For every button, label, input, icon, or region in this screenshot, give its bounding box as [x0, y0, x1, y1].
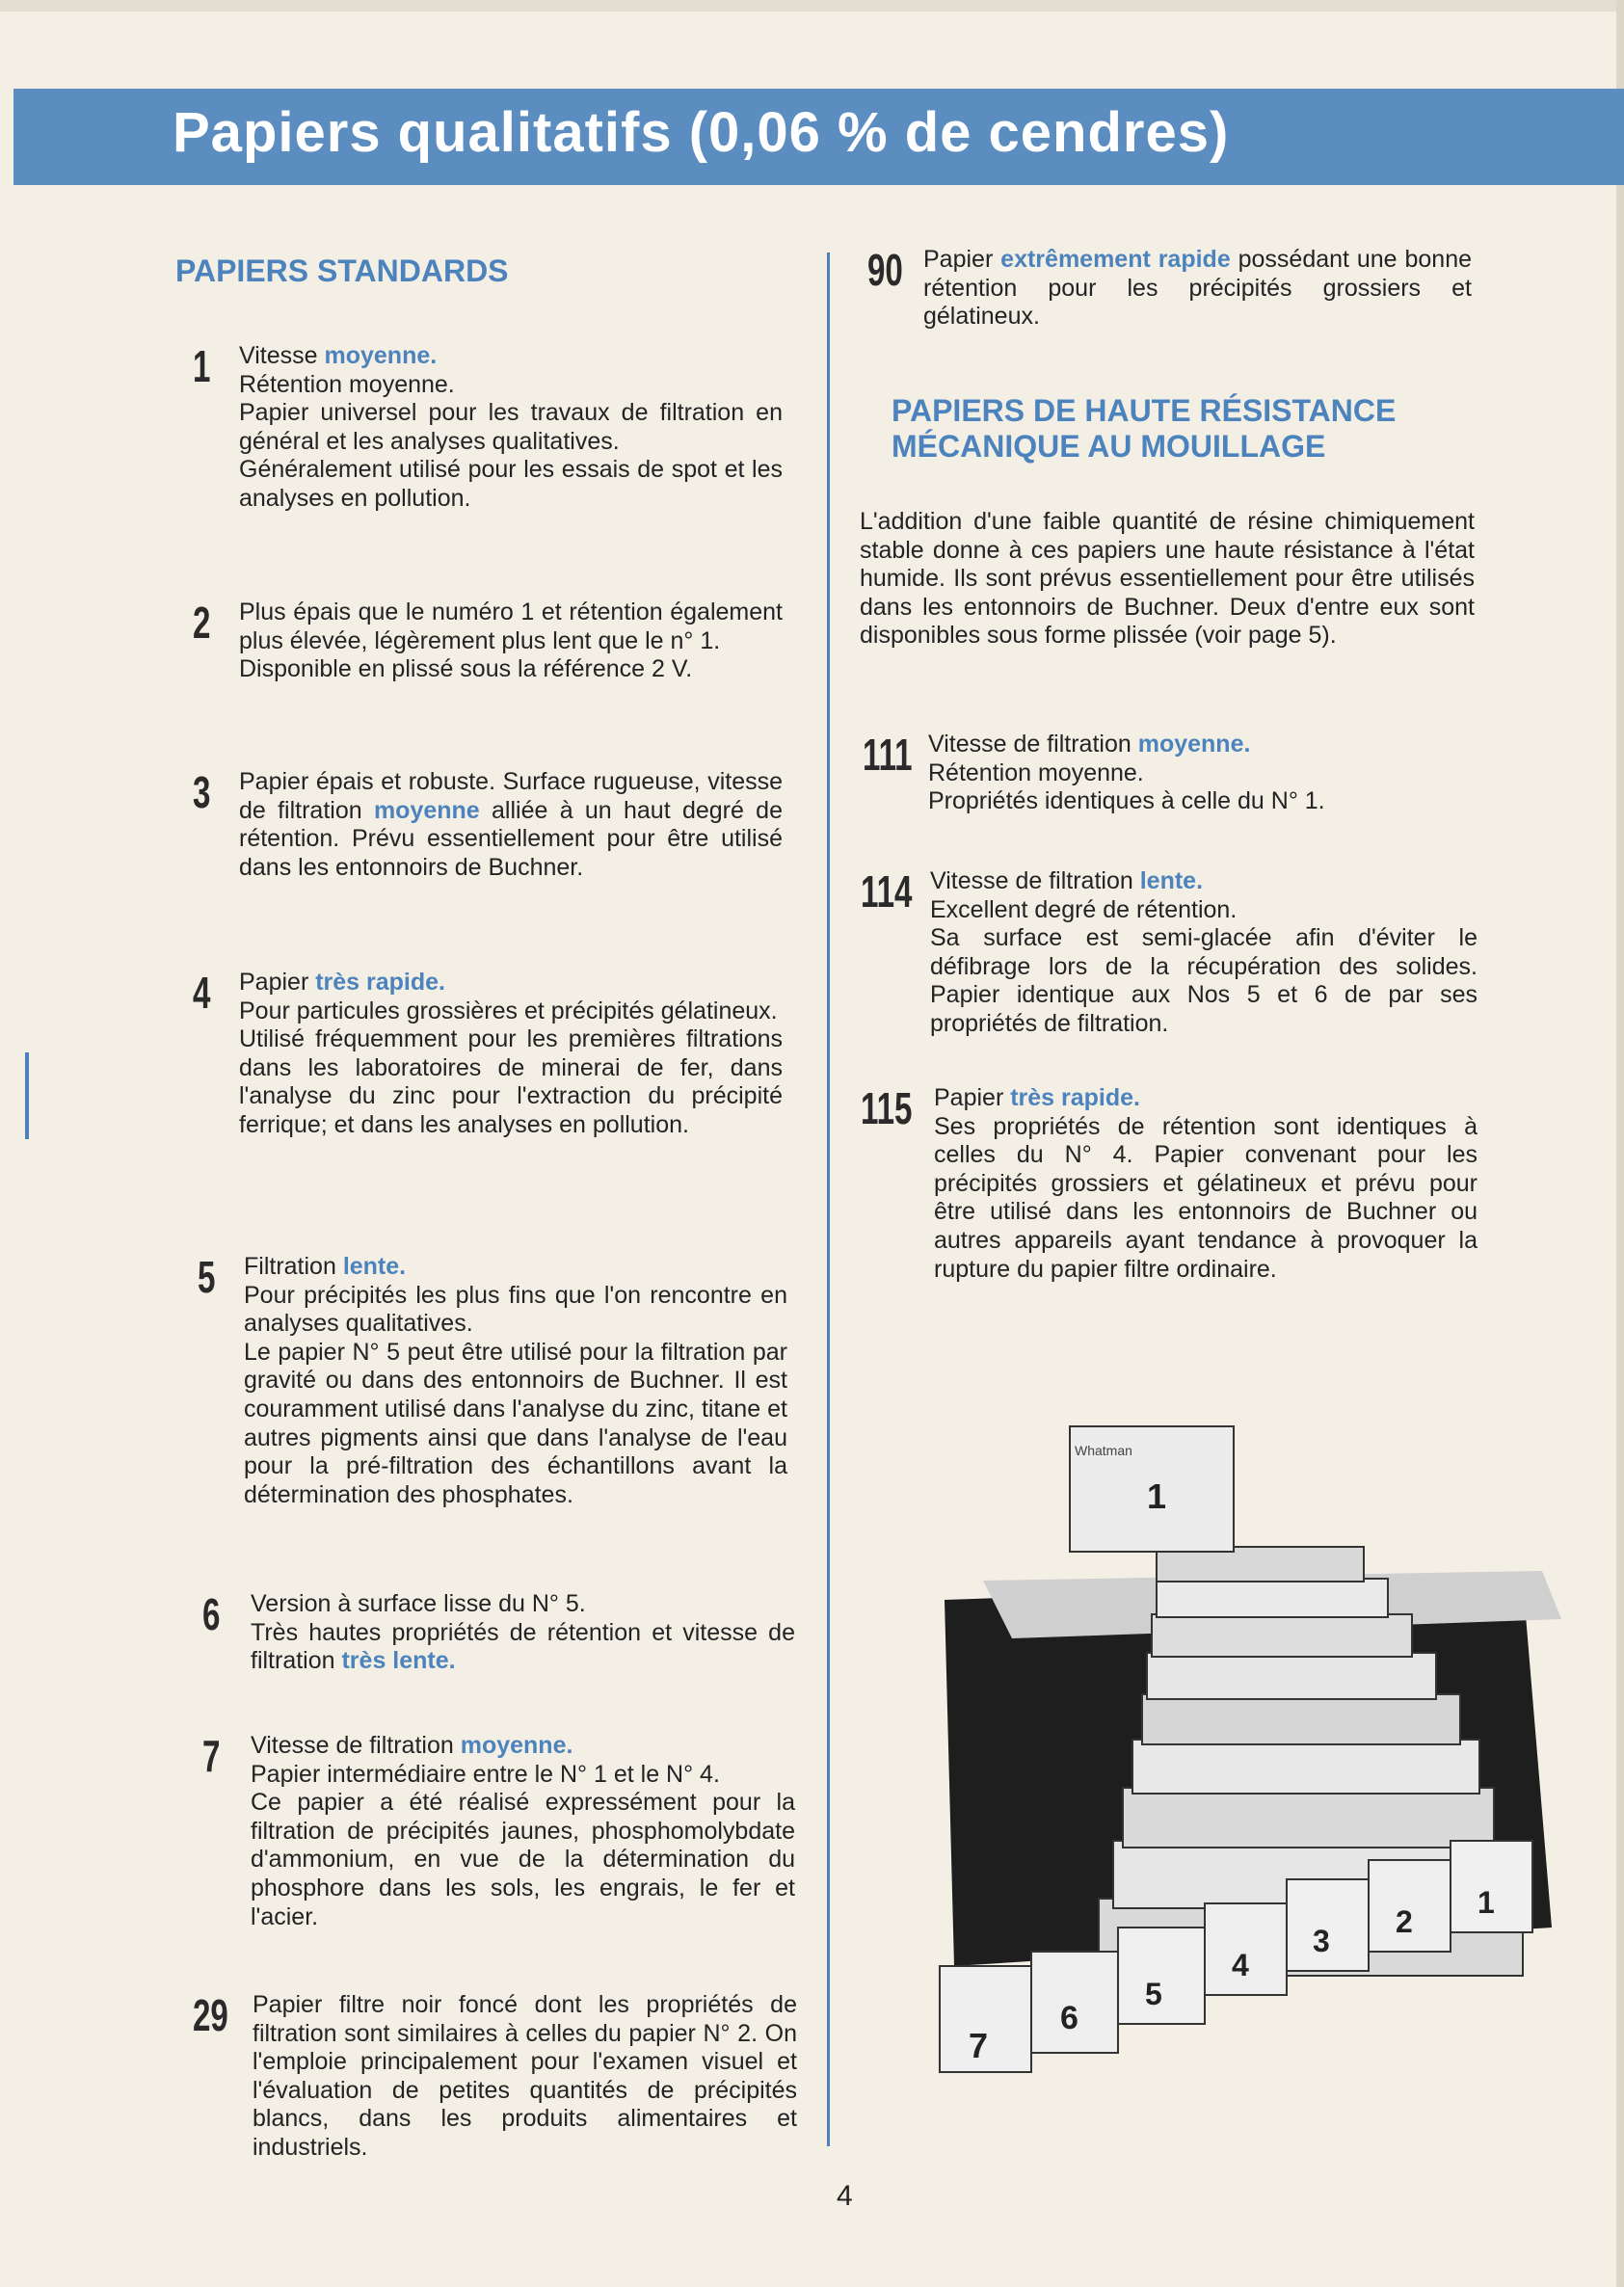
left-section-heading: PAPIERS STANDARDS — [175, 253, 509, 288]
text-run: Vitesse — [239, 342, 325, 369]
right-section-heading: PAPIERS DE HAUTE RÉSISTANCE MÉCANIQUE AU MOUILLAGE — [892, 393, 1397, 464]
box-label: 4 — [1232, 1948, 1249, 1982]
box-label: 3 — [1313, 1924, 1330, 1958]
text-run: Excellent degré de rétention. — [930, 895, 1238, 923]
entry-line — [253, 1991, 797, 2163]
text-run: Papier universel pour les travaux de filtration en général et les analyses qualitatives. — [239, 399, 783, 455]
text-run: Vitesse de filtration — [930, 867, 1140, 894]
entry-body — [239, 598, 783, 684]
entry-line — [251, 1789, 795, 1931]
text-run: Très hautes propriétés de rétention et vitesse de filtration — [251, 1618, 795, 1675]
box-label: 1 — [1478, 1885, 1495, 1920]
entry-line — [239, 997, 783, 1026]
entry-line — [251, 1590, 795, 1619]
text-run: Papier filtre noir foncé dont les propriétés de filtration sont similaires à celles du papier N° 2. On l'emploie principalement pour l'examen visuel et l'évaluation de petites quantités de précipités blancs, dans les produits alimentaires et industriels. — [253, 1991, 797, 2161]
entry-line — [934, 1113, 1478, 1285]
entry-line — [251, 1761, 795, 1790]
entry-number: 5 — [198, 1252, 216, 1302]
entry-number: 7 — [202, 1731, 221, 1781]
highlight-term: lente. — [342, 1253, 407, 1280]
entry-line — [928, 731, 1460, 759]
entry-body — [239, 342, 783, 514]
highlight-term: très rapide. — [1010, 1084, 1140, 1111]
entry-line — [928, 759, 1460, 788]
text-run: Ses propriétés de rétention sont identiques à celles du N° 4. Papier convenant pour les précipités grossiers et gélatineux et prévu pour être utilisé dans les entonnoirs de Buchner ou autres appareils ayant tendance à provoquer la rupture du papier filtre ordinaire. — [934, 1112, 1478, 1283]
entry-number: 2 — [193, 598, 211, 648]
entry-line — [239, 371, 783, 400]
entry-line — [239, 399, 783, 456]
entry-body — [923, 246, 1472, 332]
text-run: Papier épais et robuste. Surface rugueuse, vitesse de filtration — [239, 768, 783, 824]
entry-number: 115 — [861, 1083, 913, 1133]
margin-mark — [25, 1052, 29, 1139]
entry-number: 114 — [861, 866, 913, 917]
text-run: Papier — [923, 246, 1001, 273]
entry-line — [239, 768, 783, 882]
highlight-term: moyenne. — [324, 342, 438, 369]
text-run: Papier — [239, 969, 316, 996]
page-title: Papiers qualitatifs (0,06 % de cendres) — [173, 101, 1230, 164]
text-run: Ce papier a été réalisé expressément pour la filtration de précipités jaunes, phosphomolybdate d'ammonium, en vue de la détermination du phosphore dans les sols, les engrais, le fer et l'acier. — [251, 1789, 795, 1930]
text-run: Vitesse de filtration — [251, 1732, 461, 1759]
highlight-term: très lente. — [341, 1647, 456, 1675]
entry-body — [934, 1084, 1478, 1284]
entry-body — [930, 867, 1478, 1039]
text-run: Version à surface lisse du N° 5. — [251, 1590, 586, 1617]
text-run: Filtration — [244, 1253, 343, 1280]
entry-body — [928, 731, 1460, 816]
entry-number: 3 — [193, 767, 211, 817]
entry-body — [239, 969, 783, 1140]
text-run: Utilisé fréquemment pour les premières filtrations dans les laboratoires de minerai de fer, dans l'analyse du zinc pour l'extraction du précipité ferrique; et dans les analyses en pollution. — [239, 1025, 783, 1138]
entry-line — [239, 598, 783, 655]
entry-line — [244, 1282, 787, 1339]
intro-paragraph: L'addition d'une faible quantité de résine chimiquement stable donne à ces papiers une haute résistance à l'état humide. Ils sont prévus essentiellement pour être utilisés dans les entonnoirs de Buchner. Deux d'entre eux sont disponibles sous forme plissée (voir page 5). — [860, 508, 1475, 650]
entry-line — [244, 1253, 787, 1282]
column-divider — [827, 253, 830, 2146]
text-run: Sa surface est semi-glacée afin d'éviter le défibrage lors de la récupération des solides. Papier identique aux Nos 5 et 6 de par ses propriétés de filtration. — [930, 924, 1478, 1037]
entry-number: 1 — [193, 341, 211, 391]
entry-number: 6 — [202, 1589, 221, 1639]
text-run: Rétention moyenne. — [928, 758, 1144, 786]
highlight-term: extrêmement rapide — [1000, 246, 1231, 273]
highlight-term: moyenne — [373, 796, 480, 824]
text-run: Papier — [934, 1084, 1011, 1111]
entry-line — [923, 246, 1472, 332]
text-run: Papier intermédiaire entre le N° 1 et le N° 4. — [251, 1760, 720, 1788]
entry-body — [251, 1590, 795, 1676]
page-number: 4 — [837, 2180, 853, 2212]
title-banner — [13, 89, 1624, 185]
entry-line — [239, 1025, 783, 1139]
text-run: possédant une bonne rétention pour les précipités grossiers et gélatineux. — [923, 246, 1472, 331]
entry-line — [928, 787, 1460, 816]
scan-right-edge — [1616, 0, 1624, 2287]
box-label: 6 — [1060, 2000, 1078, 2036]
entry-body — [251, 1732, 795, 1931]
product-photo — [925, 1388, 1600, 2111]
entry-line — [239, 655, 783, 684]
entry-body — [253, 1991, 797, 2163]
entry-number: 4 — [193, 968, 211, 1018]
entry-line — [244, 1339, 787, 1510]
box-label: 5 — [1145, 1977, 1162, 2011]
brand-label: Whatman — [1075, 1443, 1132, 1458]
box-label: 7 — [969, 2026, 989, 2065]
entry-body — [239, 768, 783, 882]
entry-line — [930, 867, 1478, 896]
highlight-term: très rapide. — [315, 969, 445, 996]
box-label: 1 — [1147, 1476, 1167, 1516]
box-label: 2 — [1396, 1904, 1413, 1939]
entry-line — [239, 456, 783, 513]
entry-line — [930, 924, 1478, 1038]
text-run: Pour précipités les plus fins que l'on rencontre en analyses qualitatives. — [244, 1281, 787, 1338]
entry-number: 29 — [193, 1990, 228, 2040]
entry-line — [251, 1732, 795, 1761]
entry-line — [251, 1619, 795, 1676]
scan-top-edge — [0, 0, 1624, 12]
text-run: Plus épais que le numéro 1 et rétention également plus élevée, légèrement plus lent que le n° 1. — [239, 598, 783, 654]
entry-number: 111 — [863, 730, 913, 780]
text-run: Disponible en plissé sous la référence 2 V. — [239, 655, 693, 683]
text-run: Propriétés identiques à celle du N° 1. — [928, 787, 1325, 815]
text-run: Le papier N° 5 peut être utilisé pour la filtration par gravité ou dans des entonnoirs de Buchner. Il est couramment utilisé dans l'analyse du zinc, titane et autres pigments ainsi que dans l'analyse de l'eau pour la pré-filtration des échantillons avant la détermination des phosphates. — [244, 1338, 787, 1508]
text-run: Pour particules grossières et précipités gélatineux. — [239, 997, 778, 1024]
entry-line — [239, 342, 783, 371]
highlight-term: moyenne. — [1137, 731, 1251, 758]
highlight-term: moyenne. — [460, 1732, 573, 1759]
text-run: Vitesse de filtration — [928, 731, 1138, 758]
text-run: alliée à un haut degré de rétention. Prévu essentiellement pour être utilisé dans les entonnoirs de Buchner. — [239, 796, 783, 881]
entry-line — [934, 1084, 1478, 1113]
entry-number: 90 — [867, 245, 903, 295]
entry-line — [930, 896, 1478, 925]
text-run: Généralement utilisé pour les essais de spot et les analyses en pollution. — [239, 456, 783, 512]
entry-body — [244, 1253, 787, 1509]
highlight-term: lente. — [1139, 867, 1204, 894]
text-run: Rétention moyenne. — [239, 370, 455, 398]
entry-line — [239, 969, 783, 997]
